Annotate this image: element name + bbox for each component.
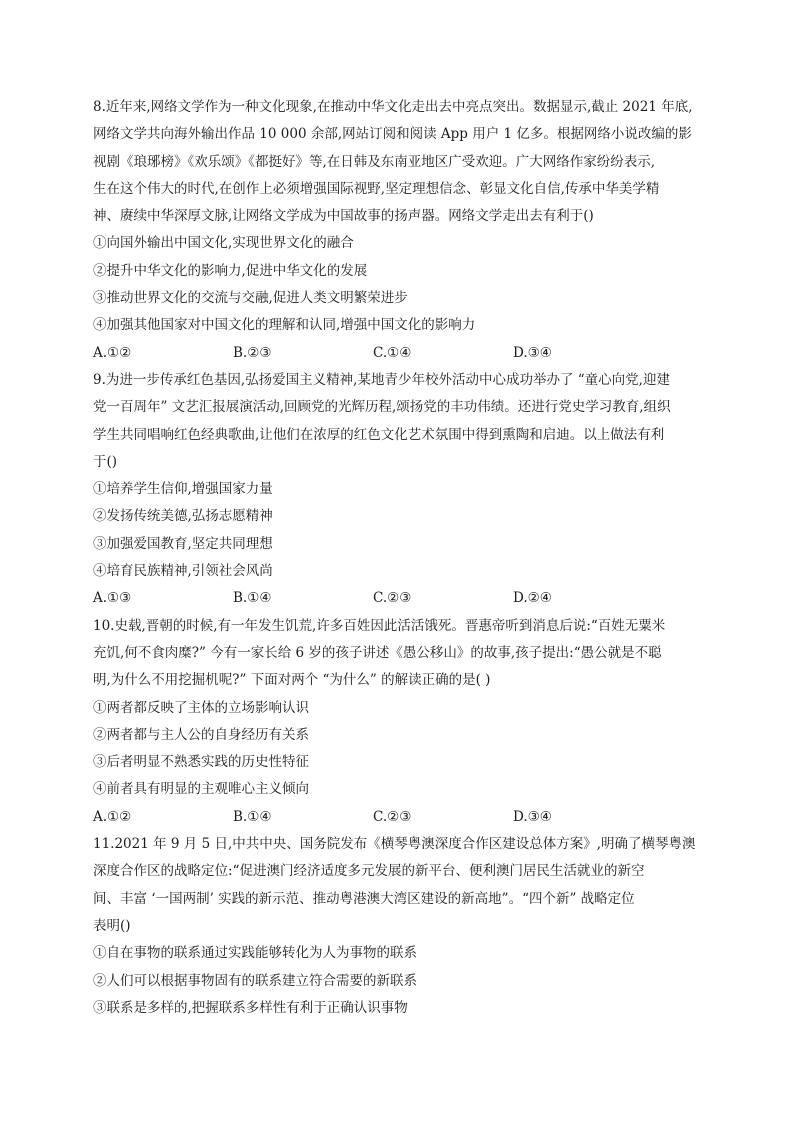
answer-option: D.③④ xyxy=(513,344,552,361)
statement: ②两者都与主人公的自身经历有关系 xyxy=(93,726,309,743)
question-block xyxy=(93,831,713,1022)
question-stem-line: 明,为什么不用挖掘机呢?” 下面对两个 “为什么” 的解读正确的是( ) xyxy=(93,672,491,689)
statement: ③后者明显不熟悉实践的历史性特征 xyxy=(93,754,309,771)
answer-option: D.③④ xyxy=(513,808,552,825)
statement: ②人们可以根据事物固有的联系建立符合需要的新联系 xyxy=(93,972,417,989)
question-stem-line: 深度合作区的战略定位:“促进澳门经济适度多元发展的新平台、便利澳门居民生活就业的新空 xyxy=(93,863,645,880)
question-block xyxy=(93,94,713,367)
answer-option: D.②④ xyxy=(513,590,552,607)
answer-options xyxy=(93,585,713,612)
statement: ④加强其他国家对中国文化的理解和认同,增强中国文化的影响力 xyxy=(93,317,476,334)
question-block xyxy=(93,367,713,613)
question-stem-line: 表明() xyxy=(93,917,131,934)
question-block xyxy=(93,613,713,831)
answer-option: A.①② xyxy=(93,344,132,361)
statement: ③推动世界文化的交流与交融,促进人类文明繁荣进步 xyxy=(93,290,408,307)
statement: ④培育民族精神,引领社会风尚 xyxy=(93,563,273,580)
question-stem-line: 视剧《琅琊榜》《欢乐颂》《都挺好》等,在日韩及东南亚地区广受欢迎。广大网络作家纷纷表示, xyxy=(93,153,656,170)
answer-options xyxy=(93,804,713,831)
question-stem-line: 于() xyxy=(93,453,118,470)
answer-option: C.②③ xyxy=(373,590,412,607)
question-list xyxy=(93,94,713,1022)
statement: ①培养学生信仰,增强国家力量 xyxy=(93,481,273,498)
question-stem-line: 网络文学共向海外输出作品 10 000 余部,网站订阅和阅读 App 用户 1 亿多。根据网络小说改编的影 xyxy=(93,126,692,143)
question-stem-line: 8.近年来,网络文学作为一种文化现象,在推动中华文化走出去中亮点突出。数据显示,截止 2021 年底, xyxy=(93,99,693,115)
question-stem-line: 11.2021 年 9 月 5 日,中共中央、国务院发布《横琴粤澳深度合作区建设总体方案》,明确了横琴粤澳 xyxy=(93,836,696,853)
answer-option: A.①③ xyxy=(93,590,132,607)
answer-option: C.②③ xyxy=(373,808,412,825)
statement: ④前者具有明显的主观唯心主义倾向 xyxy=(93,781,309,798)
answer-option: C.①④ xyxy=(373,344,412,361)
question-stem-line: 神、赓续中华深厚文脉,让网络文学成为中国故事的扬声器。网络文学走出去有利于() xyxy=(93,208,594,225)
statement: ①向国外输出中国文化,实现世界文化的融合 xyxy=(93,235,354,252)
answer-option: B.②③ xyxy=(233,344,272,361)
statement: ①自在事物的联系通过实践能够转化为人为事物的联系 xyxy=(93,945,417,962)
statement: ①两者都反映了主体的立场影响认识 xyxy=(93,699,309,716)
question-stem-line: 9.为进一步传承红色基因,弘扬爱国主义精神,某地青少年校外活动中心成功举办了 “童心向党,迎建 xyxy=(93,371,670,388)
statement: ③联系是多样的,把握联系多样性有利于正确认识事物 xyxy=(93,999,408,1016)
statement: ②发扬传统美德,弘扬志愿精神 xyxy=(93,508,273,525)
answer-option: B.①④ xyxy=(233,808,272,825)
question-stem-line: 学生共同唱响红色经典歌曲,让他们在浓厚的红色文化艺术氛围中得到熏陶和启迪。以上做法有利 xyxy=(93,426,665,443)
answer-option: A.①② xyxy=(93,808,132,825)
question-stem-line: 间、丰富 ‘一国两制’ 实践的新示范、推动粤港澳大湾区建设的新高地”。“四个新” 战略定位 xyxy=(93,890,635,907)
question-stem-line: 生在这个伟大的时代,在创作上必须增强国际视野,坚定理想信念、彰显文化自信,传承中华美学精 xyxy=(93,180,660,197)
answer-option: B.①④ xyxy=(233,590,272,607)
question-stem-line: 10.史载,晋朝的时候,有一年发生饥荒,许多百姓因此活活饿死。晋惠帝听到消息后说:“百姓无粟米 xyxy=(93,617,666,634)
question-stem-line: 充饥,何不食肉糜?” 今有一家长给 6 岁的孩子讲述《愚公移山》的故事,孩子提出:“愚公就是不聪 xyxy=(93,644,662,661)
question-stem-line: 党一百周年” 文艺汇报展演活动,回顾党的光辉历程,颂扬党的丰功伟绩。还进行党史学习教育,组织 xyxy=(93,399,671,416)
answer-options xyxy=(93,340,713,367)
statement: ②提升中华文化的影响力,促进中华文化的发展 xyxy=(93,262,368,279)
statement: ③加强爱国教育,坚定共同理想 xyxy=(93,535,273,552)
